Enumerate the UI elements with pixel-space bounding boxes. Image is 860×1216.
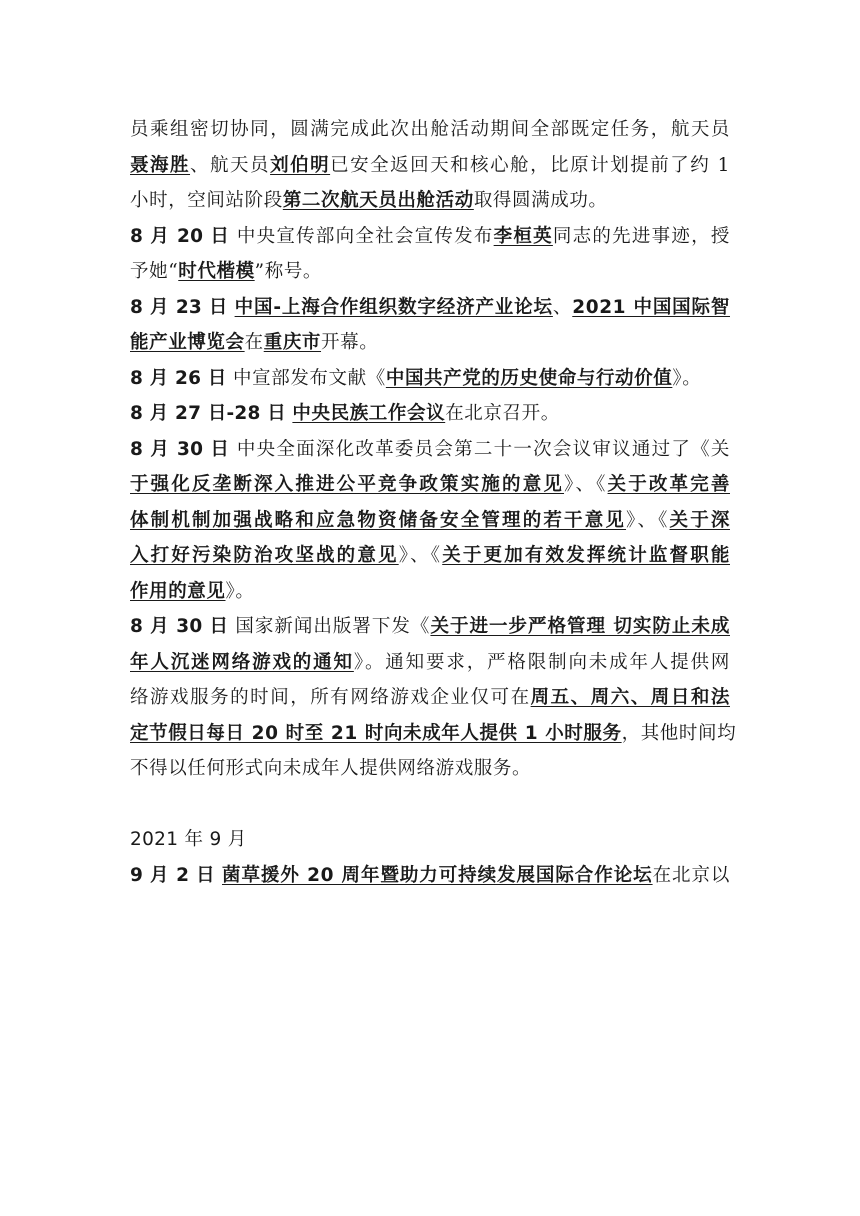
underlined-keyword: 中国共产党的历史使命与行动价值 [385, 367, 673, 389]
underlined-keyword: 作用的意见 [130, 580, 226, 602]
text-line [130, 751, 730, 787]
entry-date: 8 月 26 日 [130, 367, 227, 389]
text-run: 国家新闻出版署下发《 [228, 616, 431, 637]
text-line [130, 361, 730, 397]
section-heading [130, 822, 730, 858]
text-run: 开幕。 [321, 332, 379, 353]
text-run: 》、《 [398, 545, 443, 566]
text-run: 中央宣传部向全社会宣传发布 [229, 225, 494, 247]
text-run: 》。 [672, 367, 702, 389]
entry-date: 9 月 2 日 [130, 864, 216, 886]
text-line [130, 290, 730, 326]
text-line [130, 467, 730, 503]
underlined-keyword: 周五、周六、周日和法 [530, 687, 730, 708]
text-run: 2021 年 9 月 [130, 829, 247, 850]
text-run: 中央全面深化改革委员会第二十一次会议审议通过了《关 [229, 438, 731, 460]
text-run: 同志的先进事迹，授 [552, 225, 730, 247]
text-run: 》。通知要求，严格限制向未成年人提供网 [353, 651, 731, 673]
blank-line [130, 787, 730, 823]
underlined-keyword: 入打好污染防治攻坚战的意见 [130, 545, 399, 566]
text-run: 络游戏服务的时间，所有网络游戏企业仅可在 [130, 687, 531, 708]
underlined-keyword: 中国-上海合作组织数字经济产业论坛 [234, 296, 553, 318]
document-body [130, 112, 737, 893]
entry-date: 8 月 27 日-28 日 [130, 403, 286, 424]
text-line [130, 254, 730, 290]
text-run: 、 [552, 296, 573, 318]
entry-date: 8 月 20 日 [130, 225, 230, 247]
underlined-keyword: 刘伯明 [270, 154, 331, 176]
text-run: 》、《 [564, 474, 608, 495]
text-line [130, 219, 730, 255]
underlined-keyword: 定节假日每日 20 时至 21 时向未成年人提供 1 小时服务 [130, 722, 622, 744]
text-line [130, 503, 730, 539]
text-run: 员乘组密切协同，圆满完成此次出舱活动期间全部既定任务，航天员 [130, 119, 730, 140]
text-run: 小时，空间站阶段 [130, 190, 283, 211]
text-line [130, 645, 730, 681]
underlined-keyword: 年人沉迷网络游戏的通知 [130, 651, 354, 673]
text-line [130, 325, 730, 361]
underlined-keyword: 中央民族工作会议 [292, 403, 446, 424]
underlined-keyword: 体制机制加强战略和应急物资储备安全管理的若干意见 [130, 509, 627, 531]
text-line [130, 716, 737, 752]
text-line [130, 609, 730, 645]
underlined-keyword: 关于更加有效发挥统计监督职能 [442, 545, 730, 566]
underlined-keyword: 2021 中国国际智 [572, 296, 730, 318]
entry-date: 8 月 30 日 [130, 438, 230, 460]
text-run: 在北京召开。 [445, 403, 560, 424]
text-run: 》、《 [626, 509, 670, 531]
entry-date: 8 月 30 日 [130, 616, 229, 637]
text-run: 、航天员 [190, 154, 271, 176]
underlined-keyword: 时代楷模 [178, 261, 255, 282]
text-line [130, 680, 730, 716]
underlined-keyword: 关于深 [669, 509, 730, 531]
text-line [130, 148, 730, 184]
text-run: 取得圆满成功。 [473, 190, 608, 211]
text-line [130, 858, 730, 894]
text-line [130, 538, 730, 574]
text-run: ，其他时间均 [621, 722, 737, 744]
text-run: 予她“ [130, 261, 179, 282]
underlined-keyword: 第二次航天员出舱活动 [282, 190, 474, 211]
text-run: 不得以任何形式向未成年人提供网络游戏服务。 [130, 758, 532, 779]
underlined-keyword: 菌草援外 20 周年暨助力可持续发展国际合作论坛 [222, 864, 653, 886]
text-line [130, 396, 730, 432]
text-line [130, 432, 730, 468]
text-run [215, 865, 222, 886]
text-run: 中宣部发布文献《 [226, 367, 386, 389]
underlined-keyword: 关于进一步严格管理 切实防止未成 [430, 616, 730, 637]
underlined-keyword: 于强化反垄断深入推进公平竞争政策实施的意见 [130, 474, 565, 495]
text-run: 在 [244, 332, 264, 353]
text-line [130, 183, 730, 219]
text-run: ”称号。 [254, 261, 323, 282]
underlined-keyword: 关于改革完善 [607, 474, 730, 495]
text-line [130, 112, 730, 148]
text-run: 》。 [225, 580, 255, 602]
text-run: 在北京以 [652, 864, 731, 886]
text-run [228, 297, 235, 318]
underlined-keyword: 重庆市 [263, 332, 322, 353]
entry-date: 8 月 23 日 [130, 296, 228, 318]
underlined-keyword: 李桓英 [493, 225, 553, 247]
text-line [130, 574, 730, 610]
text-run: 已安全返回天和核心舱，比原计划提前了约 1 [330, 154, 730, 176]
underlined-keyword: 能产业博览会 [130, 332, 245, 353]
underlined-keyword: 聂海胜 [130, 154, 191, 176]
